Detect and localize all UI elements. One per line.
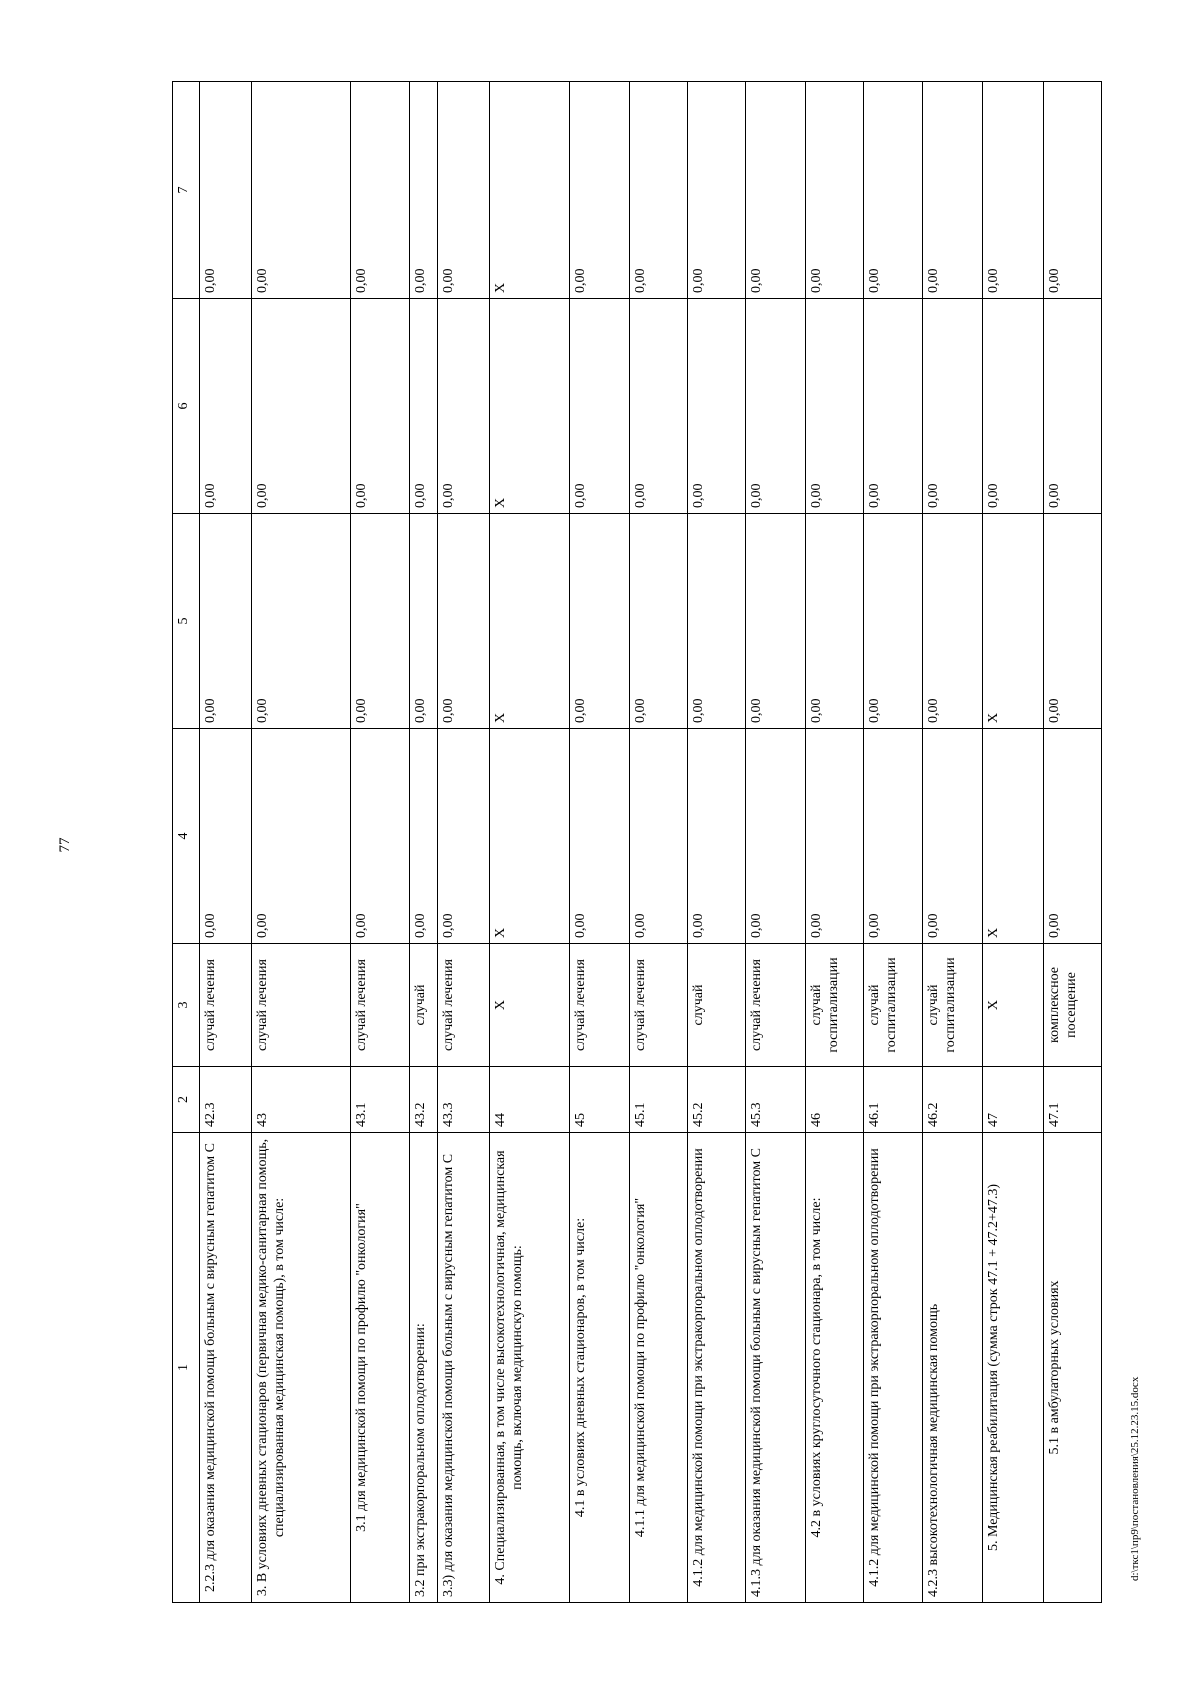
row-code: 45 bbox=[570, 1067, 629, 1133]
row-value-7: 0,00 bbox=[437, 82, 489, 299]
row-label: 4.2.3 высокотехнологичная медицинская помощь bbox=[922, 1133, 982, 1603]
row-code: 43 bbox=[252, 1067, 351, 1133]
row-code: 46 bbox=[805, 1067, 863, 1133]
row-unit: случай лечения bbox=[252, 944, 351, 1067]
table-row bbox=[922, 82, 982, 1603]
row-value-7: 0,00 bbox=[864, 82, 922, 299]
row-value-6: 0,00 bbox=[629, 299, 687, 514]
row-value-7: 0,00 bbox=[629, 82, 687, 299]
rotated-table-container bbox=[172, 82, 1102, 1603]
row-unit: комплексное посещение bbox=[1043, 944, 1102, 1067]
row-value-5: 0,00 bbox=[570, 514, 629, 729]
row-code: 44 bbox=[489, 1067, 569, 1133]
row-unit: случай лечения bbox=[437, 944, 489, 1067]
row-label: 4.1.1 для медицинской помощи по профилю "онкология" bbox=[629, 1133, 687, 1603]
row-value-6: 0,00 bbox=[1043, 299, 1102, 514]
row-label: 3.1 для медицинской помощи по профилю "онкология" bbox=[351, 1133, 409, 1603]
row-code: 43.1 bbox=[351, 1067, 409, 1133]
row-code: 45.1 bbox=[629, 1067, 687, 1133]
row-code: 46.1 bbox=[864, 1067, 922, 1133]
row-unit: случай лечения bbox=[570, 944, 629, 1067]
row-value-6: 0,00 bbox=[864, 299, 922, 514]
table-header-row bbox=[173, 82, 200, 1603]
row-value-6: 0,00 bbox=[922, 299, 982, 514]
row-value-6: 0,00 bbox=[570, 299, 629, 514]
row-label: 4.1.2 для медицинской помощи при экстракорпоральном оплодотворении bbox=[687, 1133, 745, 1603]
row-unit: случай лечения bbox=[351, 944, 409, 1067]
row-value-5: 0,00 bbox=[922, 514, 982, 729]
row-value-5: 0,00 bbox=[687, 514, 745, 729]
table-row bbox=[570, 82, 629, 1603]
row-unit: Х bbox=[489, 944, 569, 1067]
row-code: 47.1 bbox=[1043, 1067, 1102, 1133]
header-cell-2: 2 bbox=[173, 1067, 200, 1133]
row-label: 3.3) для оказания медицинской помощи больным с вирусным гепатитом С bbox=[437, 1133, 489, 1603]
row-value-7: 0,00 bbox=[922, 82, 982, 299]
row-code: 45.2 bbox=[687, 1067, 745, 1133]
row-unit: случай bbox=[687, 944, 745, 1067]
row-value-6: 0,00 bbox=[983, 299, 1043, 514]
row-value-6: 0,00 bbox=[437, 299, 489, 514]
row-label: 4.2 в условиях круглосуточного стационара, в том числе: bbox=[805, 1133, 863, 1603]
row-label: 4.1.3 для оказания медицинской помощи больным с вирусным гепатитом С bbox=[746, 1133, 805, 1603]
row-label: 5. Медицинская реабилитация (сумма строк 47.1 + 47.2+47.3) bbox=[983, 1133, 1043, 1603]
row-value-6: 0,00 bbox=[805, 299, 863, 514]
row-value-5: 0,00 bbox=[409, 514, 437, 729]
row-value-4: 0,00 bbox=[570, 729, 629, 944]
row-value-4: 0,00 bbox=[200, 729, 252, 944]
header-cell-5: 5 bbox=[173, 514, 200, 729]
table-row bbox=[1043, 82, 1102, 1603]
row-value-5: 0,00 bbox=[864, 514, 922, 729]
data-table bbox=[172, 81, 1102, 1603]
header-cell-7: 7 bbox=[173, 82, 200, 299]
row-code: 45.3 bbox=[746, 1067, 805, 1133]
row-value-6: 0,00 bbox=[351, 299, 409, 514]
row-value-7: 0,00 bbox=[805, 82, 863, 299]
page-number: 77 bbox=[57, 837, 73, 853]
row-unit: случай госпитализации bbox=[864, 944, 922, 1067]
table-row bbox=[437, 82, 489, 1603]
row-value-5: 0,00 bbox=[1043, 514, 1102, 729]
row-value-6: 0,00 bbox=[200, 299, 252, 514]
table-row bbox=[687, 82, 745, 1603]
row-value-4: 0,00 bbox=[805, 729, 863, 944]
row-value-4: 0,00 bbox=[864, 729, 922, 944]
row-value-7: 0,00 bbox=[570, 82, 629, 299]
row-value-5: 0,00 bbox=[805, 514, 863, 729]
row-unit: Х bbox=[983, 944, 1043, 1067]
header-cell-3: 3 bbox=[173, 944, 200, 1067]
row-value-7: 0,00 bbox=[252, 82, 351, 299]
row-value-5: 0,00 bbox=[437, 514, 489, 729]
row-value-4: 0,00 bbox=[687, 729, 745, 944]
row-label: 4.1.2 для медицинской помощи при экстракорпоральном оплодотворении bbox=[864, 1133, 922, 1603]
table-row bbox=[200, 82, 252, 1603]
row-value-5: 0,00 bbox=[252, 514, 351, 729]
row-unit: случай лечения bbox=[629, 944, 687, 1067]
table-row bbox=[805, 82, 863, 1603]
row-value-7: 0,00 bbox=[351, 82, 409, 299]
footer-file-path-text: d:\ткс1\пр9\постановления\25.12.23.15.docx bbox=[1129, 1376, 1141, 1581]
row-unit: случай лечения bbox=[200, 944, 252, 1067]
row-value-7: 0,00 bbox=[687, 82, 745, 299]
row-value-5: 0,00 bbox=[629, 514, 687, 729]
table-row bbox=[409, 82, 437, 1603]
row-code: 47 bbox=[983, 1067, 1043, 1133]
row-value-4: 0,00 bbox=[629, 729, 687, 944]
row-value-6: 0,00 bbox=[746, 299, 805, 514]
table-row bbox=[489, 82, 569, 1603]
table-row bbox=[252, 82, 351, 1603]
row-value-6: 0,00 bbox=[409, 299, 437, 514]
row-label: 4.1 в условиях дневных стационаров, в том числе: bbox=[570, 1133, 629, 1603]
row-unit: случай госпитализации bbox=[805, 944, 863, 1067]
row-label: 3.2 при экстракорпоральном оплодотворении: bbox=[409, 1133, 437, 1603]
row-code: 46.2 bbox=[922, 1067, 982, 1133]
row-value-7: 0,00 bbox=[983, 82, 1043, 299]
header-cell-6: 6 bbox=[173, 299, 200, 514]
row-value-6: Х bbox=[489, 299, 569, 514]
row-value-5: 0,00 bbox=[200, 514, 252, 729]
row-value-4: 0,00 bbox=[746, 729, 805, 944]
row-code: 43.2 bbox=[409, 1067, 437, 1133]
row-value-7: 0,00 bbox=[1043, 82, 1102, 299]
table-row bbox=[983, 82, 1043, 1603]
row-value-6: 0,00 bbox=[252, 299, 351, 514]
row-value-5: 0,00 bbox=[746, 514, 805, 729]
row-value-4: 0,00 bbox=[351, 729, 409, 944]
row-value-5: Х bbox=[489, 514, 569, 729]
header-cell-1: 1 bbox=[173, 1133, 200, 1603]
row-value-4: Х bbox=[489, 729, 569, 944]
row-value-5: Х bbox=[983, 514, 1043, 729]
row-code: 42.3 bbox=[200, 1067, 252, 1133]
row-value-6: 0,00 bbox=[687, 299, 745, 514]
table-row bbox=[351, 82, 409, 1603]
table-row bbox=[629, 82, 687, 1603]
row-unit: случай лечения bbox=[746, 944, 805, 1067]
table-row bbox=[746, 82, 805, 1603]
row-label: 2.2.3 для оказания медицинской помощи больным с вирусным гепатитом С bbox=[200, 1133, 252, 1603]
row-code: 43.3 bbox=[437, 1067, 489, 1133]
row-label: 5.1 в амбулаторных условиях bbox=[1043, 1133, 1102, 1603]
row-value-4: Х bbox=[983, 729, 1043, 944]
row-value-7: 0,00 bbox=[200, 82, 252, 299]
row-unit: случай bbox=[409, 944, 437, 1067]
row-unit: случай госпитализации bbox=[922, 944, 982, 1067]
row-value-4: 0,00 bbox=[922, 729, 982, 944]
table-row bbox=[864, 82, 922, 1603]
row-value-7: 0,00 bbox=[746, 82, 805, 299]
row-value-4: 0,00 bbox=[1043, 729, 1102, 944]
row-label: 3. В условиях дневных стационаров (первичная медико-санитарная помощь, специализированная медицинская помощь), в том числе: bbox=[252, 1133, 351, 1603]
row-value-4: 0,00 bbox=[437, 729, 489, 944]
row-value-7: 0,00 bbox=[409, 82, 437, 299]
header-cell-4: 4 bbox=[173, 729, 200, 944]
row-value-4: 0,00 bbox=[252, 729, 351, 944]
row-value-7: Х bbox=[489, 82, 569, 299]
row-label: 4. Специализированная, в том числе высокотехнологичная, медицинская помощь, включая медицинскую помощь: bbox=[489, 1133, 569, 1603]
row-value-4: 0,00 bbox=[409, 729, 437, 944]
row-value-5: 0,00 bbox=[351, 514, 409, 729]
